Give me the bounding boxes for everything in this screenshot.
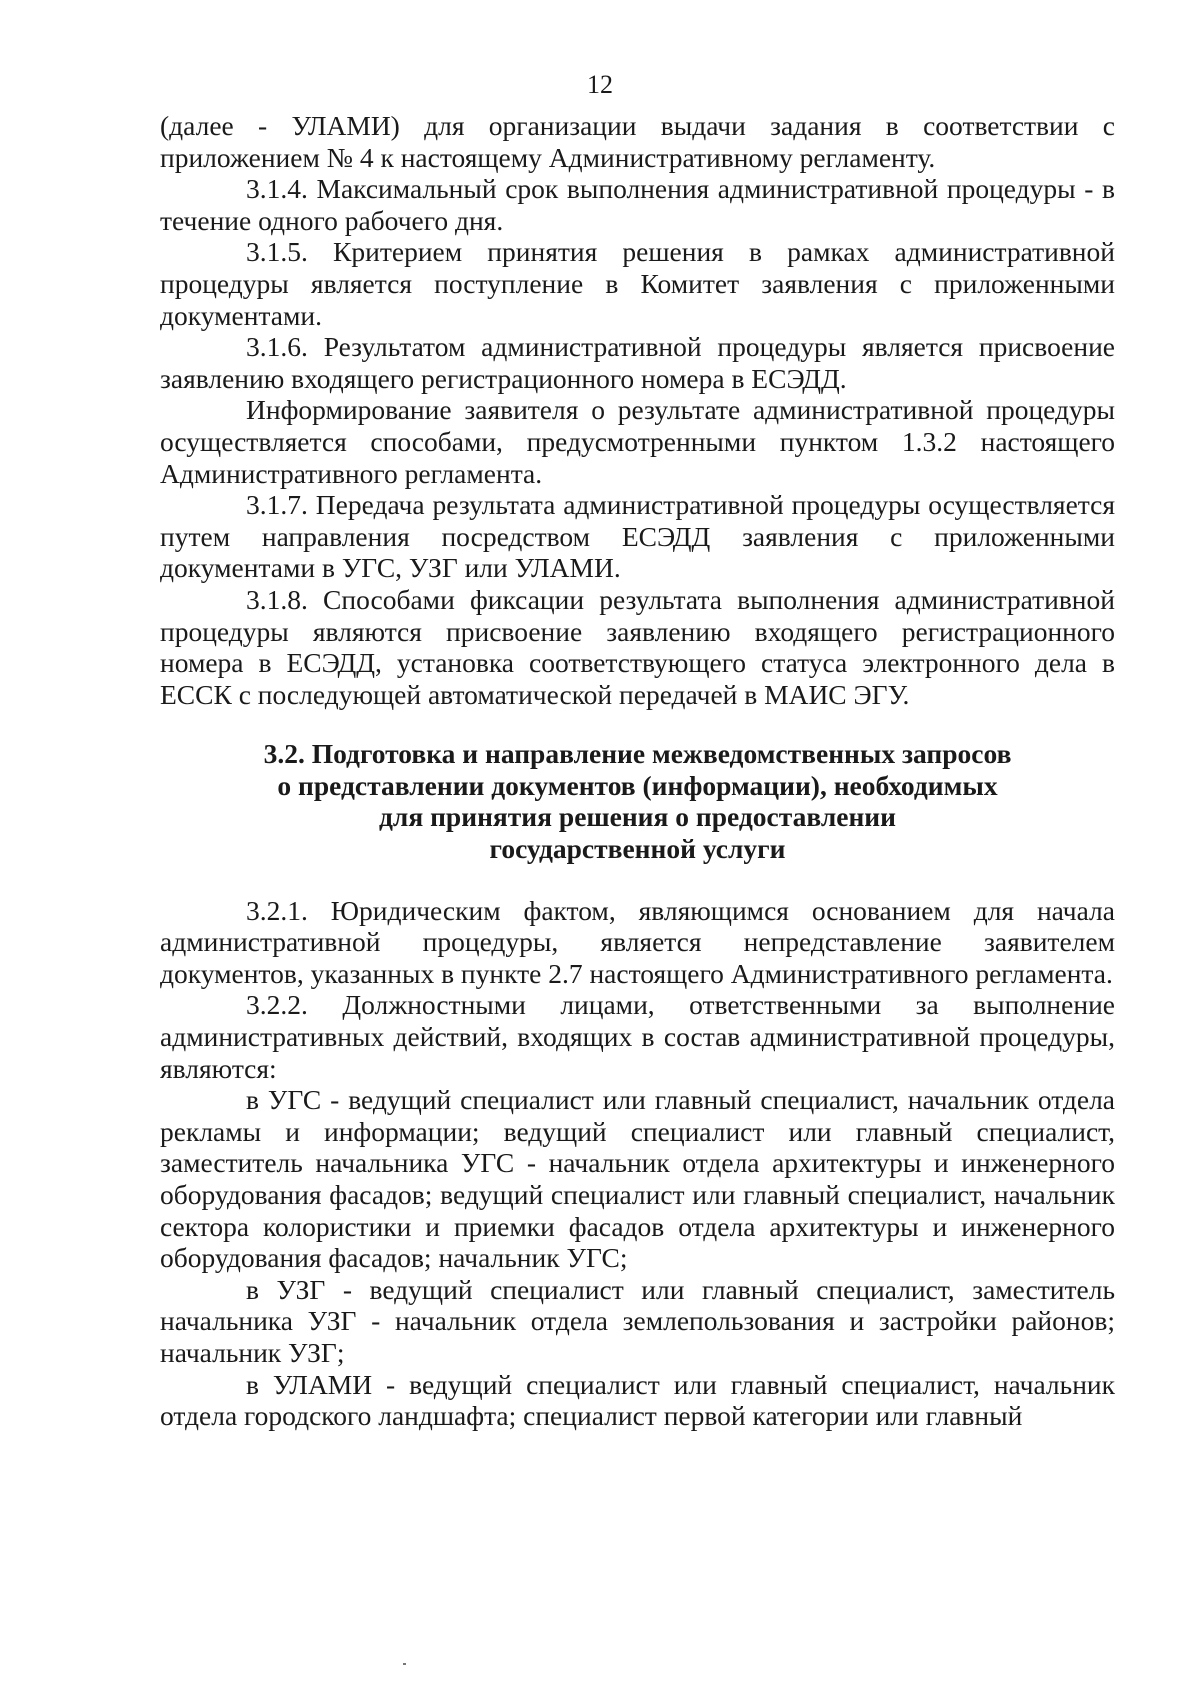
paragraph-3-2-1: 3.2.1. Юридическим фактом, являющимся основанием для начала административной процедуры, является непредставление заявителем документов, указанных в пункте 2.7 настоящего Административного регламента. <box>160 894 1115 989</box>
text-block-top <box>160 110 1115 1432</box>
heading-line: для принятия решения о предоставлении <box>379 801 896 833</box>
paragraph-informing: Информирование заявителя о результате административной процедуры осуществляется способами, предусмотренными пунктом 1.3.2 настоящего Административного регламента. <box>160 394 1115 489</box>
page-number: 12 <box>587 70 613 99</box>
paragraph-3-1-6: 3.1.6. Результатом административной процедуры является присвоение заявлению входящего регистрационного номера в ЕСЭДД. <box>160 331 1115 394</box>
heading-line: о представлении документов (информации), необходимых <box>277 769 998 801</box>
section-heading-3-2 <box>160 738 1115 864</box>
paragraph-ugs: в УГС - ведущий специалист или главный специалист, начальник отдела рекламы и информации; ведущий специалист или главный специалист, заместитель начальника УГС - начальник отдела архитектуры и инженерного оборудования фасадов; ведущий специалист или главный специалист, начальник сектора колористики и приемки фасадов отдела архитектуры и инженерного оборудования фасадов; начальник УГС; <box>160 1084 1115 1274</box>
paragraph-continuation: (далее - УЛАМИ) для организации выдачи задания в соответствии с приложением № 4 к настоящему Административному регламенту. <box>160 110 1115 173</box>
paragraph-uzg: в УЗГ - ведущий специалист или главный специалист, заместитель начальника УЗГ - начальник отдела землепользования и застройки районов; начальник УЗГ; <box>160 1273 1115 1368</box>
paragraph-3-1-5: 3.1.5. Критерием принятия решения в рамках административной процедуры является поступление в Комитет заявления с приложенными документами. <box>160 236 1115 331</box>
paragraph-3-1-8: 3.1.8. Способами фиксации результата выполнения административной процедуры являются присвоение заявлению входящего регистрационного номера в ЕСЭДД, установка соответствующего статуса электронного дела в ЕССК с последующей автоматической передачей в МАИС ЭГУ. <box>160 583 1115 710</box>
paragraph-3-1-4: 3.1.4. Максимальный срок выполнения административной процедуры - в течение одного рабочего дня. <box>160 173 1115 236</box>
paragraph-3-1-7: 3.1.7. Передача результата административной процедуры осуществляется путем направления посредством ЕСЭДД заявления с приложенными документами в УГС, УЗГ или УЛАМИ. <box>160 489 1115 584</box>
heading-line: государственной услуги <box>489 833 786 865</box>
heading-line: 3.2. Подготовка и направление межведомственных запросов <box>263 738 1012 770</box>
paragraph-3-2-2: 3.2.2. Должностными лицами, ответственными за выполнение административных действий, входящих в состав административной процедуры, являются: <box>160 989 1115 1084</box>
scan-speck <box>403 1663 406 1665</box>
paragraph-ulami: в УЛАМИ - ведущий специалист или главный специалист, начальник отдела городского ландшафта; специалист первой категории или главный <box>160 1368 1115 1432</box>
